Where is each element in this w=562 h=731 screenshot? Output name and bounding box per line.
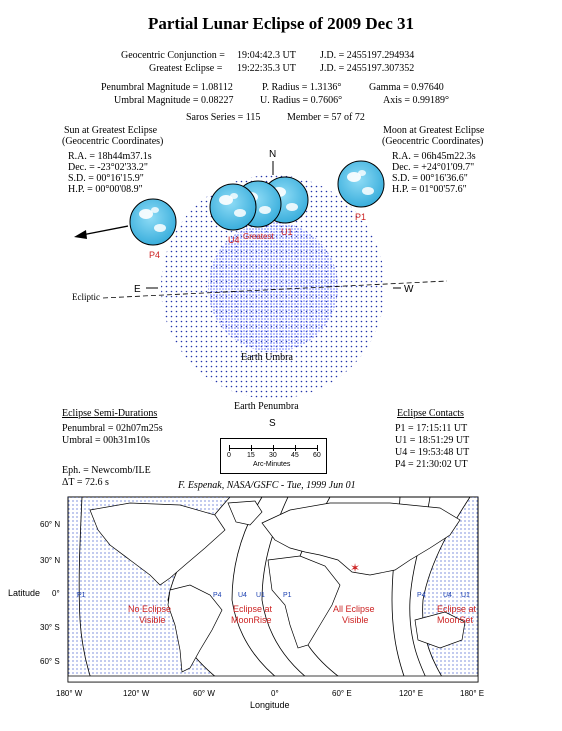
east-label: E bbox=[134, 284, 141, 295]
saros-member: Member = 57 of 72 bbox=[287, 112, 365, 123]
contact-u4: U4 = 19:53:48 UT bbox=[395, 447, 470, 458]
curve-label: P4 bbox=[213, 592, 222, 599]
curve-label: U4 bbox=[443, 592, 452, 599]
geo-conj-jd: J.D. = 2455197.294934 bbox=[320, 50, 415, 61]
lat-tick: 60° N bbox=[40, 520, 61, 529]
moon-sd: S.D. = 00°16'36.6" bbox=[392, 173, 468, 184]
scale-tick-label: 30 bbox=[269, 452, 277, 459]
u-radius: U. Radius = 0.7606° bbox=[260, 95, 343, 106]
umbra-label: Earth Umbra bbox=[241, 352, 293, 363]
greatest-label: Greatest bbox=[243, 232, 274, 241]
gamma: Gamma = 0.97640 bbox=[369, 82, 444, 93]
sublunar-marker-icon: ✶ bbox=[350, 561, 361, 575]
lon-tick: 120° E bbox=[399, 689, 424, 698]
lon-tick: 180° E bbox=[460, 689, 485, 698]
penumbral-magnitude: Penumbral Magnitude = 1.08112 bbox=[101, 82, 233, 93]
lat-tick: 30° S bbox=[40, 623, 60, 632]
umbral-magnitude: Umbral Magnitude = 0.08227 bbox=[114, 95, 234, 106]
greatest-label: Greatest Eclipse = bbox=[149, 63, 223, 74]
curve-label: P1 bbox=[77, 592, 86, 599]
saros-series: Saros Series = 115 bbox=[186, 112, 261, 123]
lon-tick: 60° W bbox=[193, 689, 215, 698]
sun-hp: H.P. = 00°00'08.9" bbox=[68, 184, 143, 195]
scale-tick-label: 60 bbox=[313, 452, 321, 459]
penumbra-label: Earth Penumbra bbox=[234, 401, 299, 412]
north-label: N bbox=[269, 149, 277, 160]
page-title: Partial Lunar Eclipse of 2009 Dec 31 bbox=[148, 14, 414, 33]
zone-moonset: Eclipse at bbox=[437, 604, 477, 614]
zone-no-eclipse: Visible bbox=[139, 615, 166, 625]
delta-t: ΔT = 72.6 s bbox=[62, 477, 109, 488]
duration-umbral: Umbral = 00h31m10s bbox=[62, 435, 150, 446]
zone-no-eclipse: No Eclipse bbox=[128, 604, 172, 614]
curve-label: U1 bbox=[256, 592, 265, 599]
contact-p1: P1 = 17:15:11 UT bbox=[395, 423, 468, 434]
lon-tick: 60° E bbox=[332, 689, 352, 698]
moon-dec: Dec. = +24°01'09.7" bbox=[392, 162, 475, 173]
contact-p4: P4 = 21:30:02 UT bbox=[395, 459, 468, 470]
zone-moonrise: MoonRise bbox=[231, 615, 272, 625]
ecliptic-label: Ecliptic bbox=[72, 292, 100, 302]
contacts-heading: Eclipse Contacts bbox=[397, 408, 464, 419]
south-label: S bbox=[269, 418, 276, 429]
lat-tick: 60° S bbox=[40, 657, 60, 666]
duration-penumbral: Penumbral = 02h07m25s bbox=[62, 423, 163, 434]
lon-tick: 180° W bbox=[56, 689, 83, 698]
curve-label: U4 bbox=[238, 592, 247, 599]
lat-axis-label: Latitude bbox=[8, 588, 41, 598]
moon-subheading: (Geocentric Coordinates) bbox=[382, 136, 484, 147]
lon-tick: 0° bbox=[271, 689, 279, 698]
scale-tick-label: 15 bbox=[247, 452, 255, 459]
sun-sd: S.D. = 00°16'15.9" bbox=[68, 173, 144, 184]
lat-tick: 0° bbox=[52, 589, 60, 598]
greatest-value: 19:22:35.3 UT bbox=[237, 63, 296, 74]
moon-hp: H.P. = 01°00'57.6" bbox=[392, 184, 467, 195]
scale-tick-label: 0 bbox=[227, 452, 231, 459]
sun-heading: Sun at Greatest Eclipse bbox=[64, 125, 158, 136]
axis: Axis = 0.99189° bbox=[383, 95, 450, 106]
curve-label: P1 bbox=[283, 592, 292, 599]
geo-conj-value: 19:04:42.3 UT bbox=[237, 50, 296, 61]
zone-moonrise: Eclipse at bbox=[233, 604, 273, 614]
scale-tick-label: 45 bbox=[291, 452, 299, 459]
curve-label: P4 bbox=[417, 592, 426, 599]
ephemeris: Eph. = Newcomb/ILE bbox=[62, 465, 151, 476]
p1-label: P1 bbox=[355, 212, 367, 222]
contact-u1: U1 = 18:51:29 UT bbox=[395, 435, 470, 446]
lon-tick: 120° W bbox=[123, 689, 150, 698]
lat-tick: 30° N bbox=[40, 556, 61, 565]
curve-label: U1 bbox=[461, 592, 470, 599]
u4-label: U4 bbox=[228, 235, 240, 245]
sun-dec: Dec. = -23°02'33.2" bbox=[68, 162, 148, 173]
zone-moonset: MoonSet bbox=[437, 615, 474, 625]
durations-heading: Eclipse Semi-Durations bbox=[62, 408, 158, 419]
sun-ra: R.A. = 18h44m37.1s bbox=[68, 151, 152, 162]
lon-axis-label: Longitude bbox=[250, 700, 290, 710]
p-radius: P. Radius = 1.3136° bbox=[262, 82, 342, 93]
u1-label: U1 bbox=[281, 227, 293, 237]
greatest-jd: J.D. = 2455197.307352 bbox=[320, 63, 415, 74]
scale-unit-label: Arc-Minutes bbox=[253, 461, 291, 468]
west-label: W bbox=[404, 284, 414, 295]
p4-label: P4 bbox=[149, 250, 161, 260]
antarctica bbox=[68, 676, 478, 682]
zone-all-eclipse: Visible bbox=[342, 615, 369, 625]
moon-heading: Moon at Greatest Eclipse bbox=[383, 125, 485, 136]
geo-conj-label: Geocentric Conjunction = bbox=[121, 50, 225, 61]
sun-subheading: (Geocentric Coordinates) bbox=[62, 136, 164, 147]
credit: F. Espenak, NASA/GSFC - Tue, 1999 Jun 01 bbox=[178, 480, 356, 491]
moon-ra: R.A. = 06h45m22.3s bbox=[392, 151, 476, 162]
zone-all-eclipse: All Eclipse bbox=[333, 604, 375, 614]
